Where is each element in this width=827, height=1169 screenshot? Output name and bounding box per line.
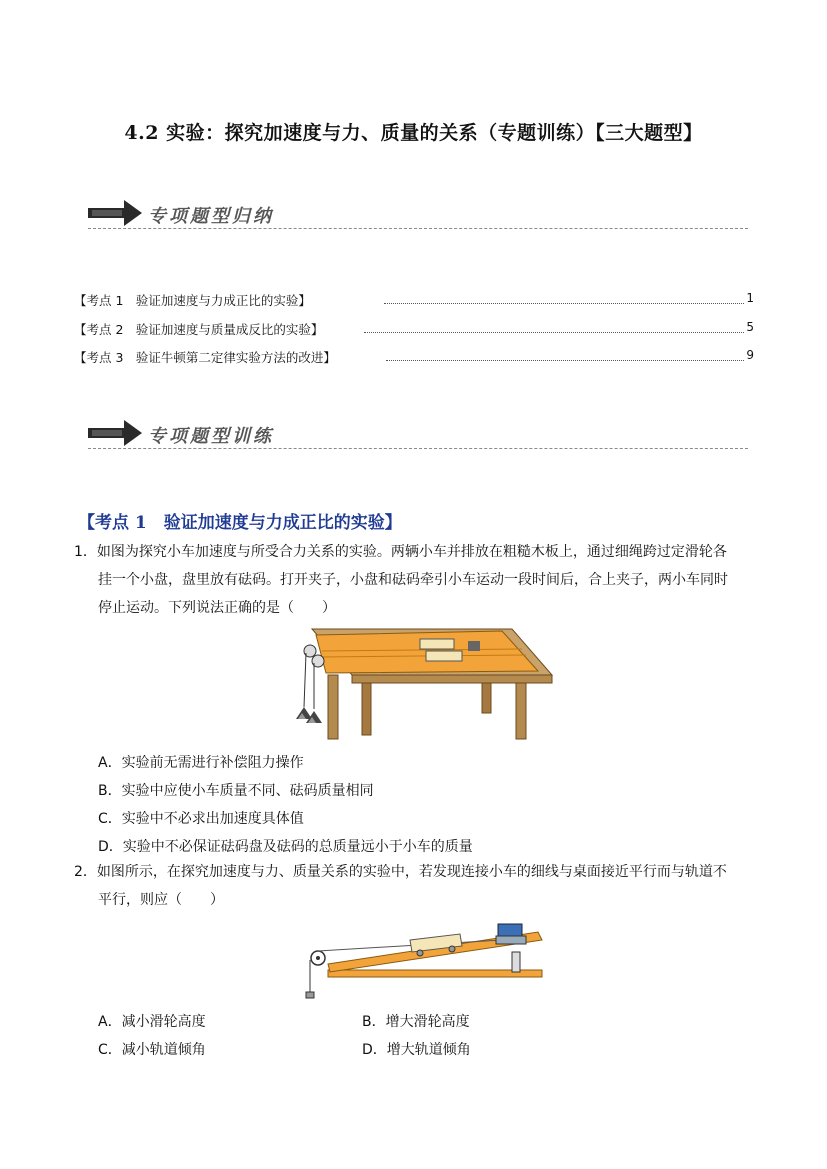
toc-page: 1: [746, 291, 754, 305]
option-c[interactable]: C．减小轨道倾角: [98, 1042, 206, 1058]
summary-banner: [88, 198, 748, 232]
toc-leader: [386, 360, 744, 361]
toc-page: 5: [746, 320, 754, 334]
option-d[interactable]: D．实验中不必保证砝码盘及砝码的总质量远小于小车的质量: [98, 839, 473, 855]
question-2: [74, 858, 764, 914]
toc-item-3[interactable]: [74, 348, 754, 366]
question-number: 1．: [74, 544, 97, 560]
divider: [88, 448, 748, 449]
toc-page: 9: [746, 348, 754, 362]
arrow-icon: [88, 420, 144, 446]
toc-item-2[interactable]: [74, 320, 754, 338]
question-line: 停止运动。下列说法正确的是（ ）: [98, 600, 336, 616]
toc-label: 【考点 3 验证牛顿第二定律实验方法的改进】: [74, 348, 340, 366]
option-d[interactable]: D．增大轨道倾角: [362, 1042, 471, 1058]
experiment-table-figure: [292, 627, 554, 742]
question-line: 挂一个小盘，盘里放有砝码。打开夹子，小盘和砝码牵引小车运动一段时间后，合上夹子，两小车同时: [98, 572, 728, 588]
page-title: 4.2 实验：探究加速度与力、质量的关系（专题训练）【三大题型】: [124, 122, 703, 144]
section-title: 【考点 1 验证加速度与力成正比的实验】: [78, 513, 402, 533]
toc-label: 【考点 1 验证加速度与力成正比的实验】: [74, 291, 315, 309]
toc-item-1[interactable]: [74, 291, 754, 309]
question-line: 平行，则应（ ）: [98, 892, 224, 908]
option-b[interactable]: B．实验中应使小车质量不同、砝码质量相同: [98, 783, 374, 799]
question-line: 如图所示，在探究加速度与力、质量关系的实验中，若发现连接小车的细线与桌面接近平行而与轨道不: [96, 864, 727, 880]
training-banner: [88, 418, 748, 452]
training-banner-text: 专项题型训练: [148, 426, 274, 447]
toc-leader: [384, 303, 744, 304]
arrow-icon: [88, 200, 144, 226]
option-b[interactable]: B．增大滑轮高度: [362, 1014, 470, 1030]
summary-banner-text: 专项题型归纳: [148, 206, 274, 227]
toc-label: 【考点 2 验证加速度与质量成反比的实验】: [74, 320, 327, 338]
option-a[interactable]: A．减小滑轮高度: [98, 1014, 206, 1030]
divider: [88, 228, 748, 229]
inclined-track-figure: [302, 920, 546, 1000]
question-1: [74, 538, 764, 622]
question-line: 如图为探究小车加速度与所受合力关系的实验。两辆小车并排放在粗糙木板上，通过细绳跨过定滑轮各: [96, 544, 727, 560]
option-a[interactable]: A．实验前无需进行补偿阻力操作: [98, 755, 304, 771]
toc-leader: [364, 332, 744, 333]
option-c[interactable]: C．实验中不必求出加速度具体值: [98, 811, 304, 827]
question-number: 2．: [74, 864, 97, 880]
